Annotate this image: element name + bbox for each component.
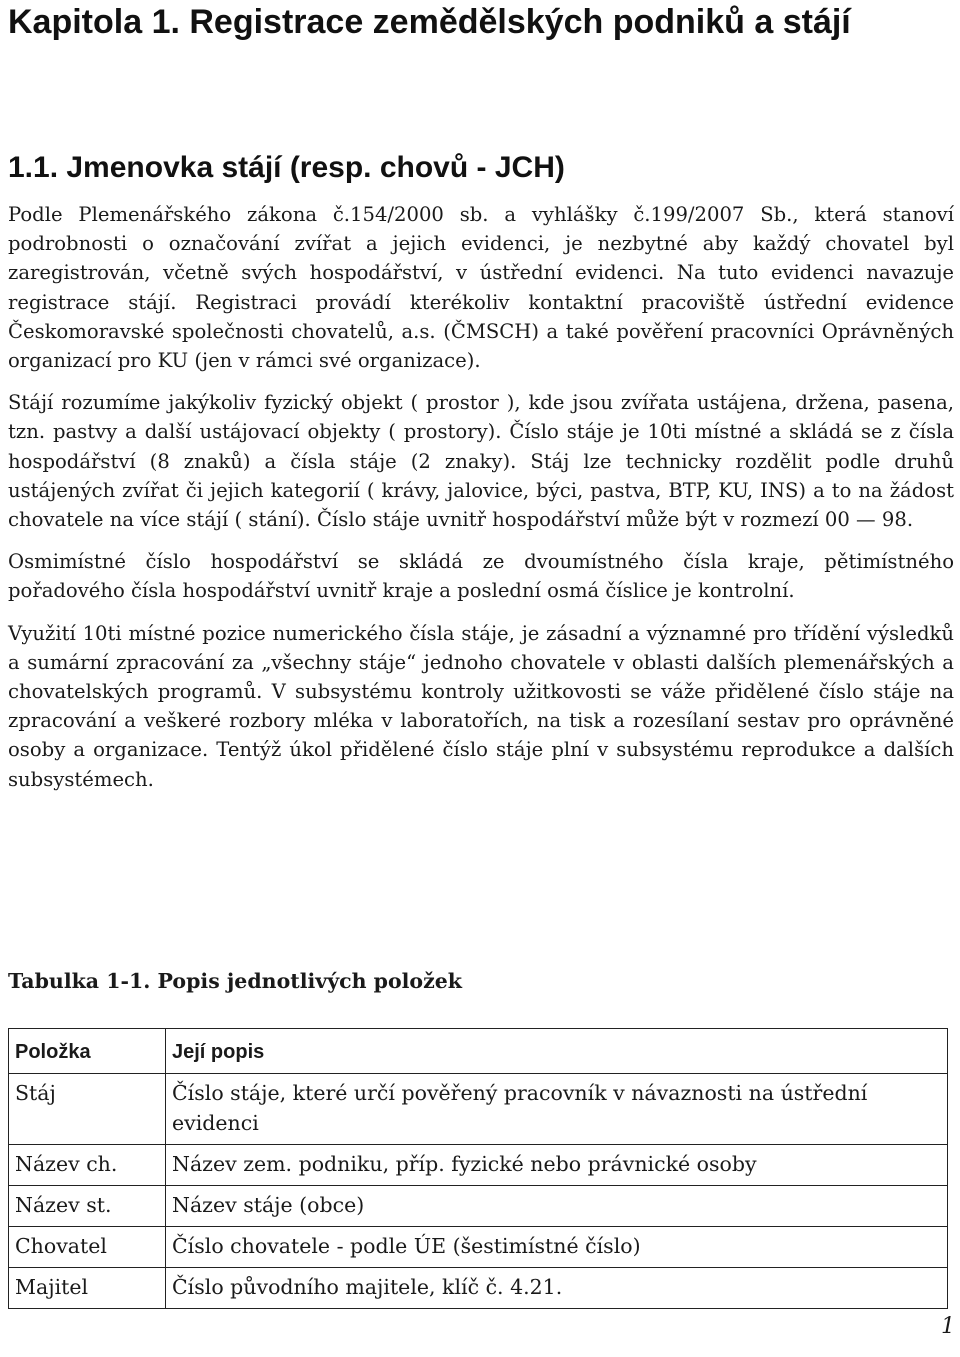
table-header-row [9, 1029, 948, 1074]
table-header-cell: Její popis [166, 1029, 948, 1074]
paragraph: Podle Plemenářského zákona č.154/2000 sb. a vyhlášky č.199/2007 Sb., která stanoví podrobnosti o označování zvířat a jejich evidenci, je nezbytné aby každý chovatel byl zaregistrován, včetně svých hospodářství, v ústřední evidenci. Na tuto evidenci navazuje registrace stájí. Registraci provádí kterékoliv kontaktní pracoviště ústřední evidence Českomoravské společnosti chovatelů, a.s. (ČMSCH) a také pověření pracovníci Oprávněných organizací pro KU (jen v rámci své organizace). [8, 203, 954, 373]
table-cell-item: Název st. [9, 1186, 166, 1227]
document-page [8, 0, 954, 1299]
table-cell-item: Majitel [9, 1268, 166, 1309]
paragraph: Využití 10ti místné pozice numerického čísla stáje, je zásadní a významné pro třídění výsledků a sumární zpracování za „všechny stáje“ jednoho chovatele v oblasti dalších plemenářských a chovatelských programů. V subsystému kontroly užitkovosti se váže přidělené číslo stáje na zpracování a veškeré rozbory mléka v laboratořích, na tisk a rozesílaní sestav pro oprávněné osoby a organizace. Tentýž úkol přidělené číslo stáje plní v subsystému reprodukce a dalších subsystémech. [8, 621, 954, 791]
table-row [9, 1268, 948, 1309]
table-cell-item: Název ch. [9, 1145, 166, 1186]
table-cell-description: Název stáje (obce) [166, 1186, 948, 1227]
table-cell-item: Stáj [9, 1074, 166, 1145]
paragraph: Osmimístné číslo hospodářství se skládá ze dvoumístného čísla kraje, pětimístného pořadového čísla hospodářství uvnitř kraje a poslední osmá číslice je kontrolní. [8, 550, 954, 603]
body-text [8, 200, 954, 807]
section-title: 1.1. Jmenovka stájí (resp. chovů - JCH) [8, 151, 565, 184]
paragraph: Stájí rozumíme jakýkoliv fyzický objekt ( prostor ), kde jsou zvířata ustájena, držena, pasena, tzn. pastvy a další ustájovací objekty ( prostory). Číslo stáje je 10ti místné a skládá se z čísla hospodářství (8 znaků) a čísla stáje (2 znaky). Stáj lze technicky rozdělit podle druhů ustájených zvířat či jejich kategorií ( krávy, jalovice, býci, pastva, BTP, KU, INS) a to na žádost chovatele na více stájí ( stání). Číslo stáje uvnitř hospodářství může být v rozmezí 00 — 98. [8, 391, 954, 532]
page-number: 1 [941, 1314, 955, 1339]
table-cell-description: Číslo stáje, které určí pověřený pracovník v návaznosti na ústřední evidenci [166, 1074, 948, 1145]
table-cell-description: Číslo chovatele - podle ÚE (šestimístné číslo) [166, 1227, 948, 1268]
items-table [8, 1028, 948, 1309]
table-row [9, 1186, 948, 1227]
table-cell-description: Název zem. podniku, příp. fyzické nebo právnické osoby [166, 1145, 948, 1186]
table-cell-item: Chovatel [9, 1227, 166, 1268]
table-header-cell: Položka [9, 1029, 166, 1074]
table-row [9, 1145, 948, 1186]
table-caption: Tabulka 1-1. Popis jednotlivých položek [8, 969, 462, 993]
table-row [9, 1227, 948, 1268]
chapter-title: Kapitola 1. Registrace zemědělských podniků a stájí [8, 3, 851, 41]
table-cell-description: Číslo původního majitele, klíč č. 4.21. [166, 1268, 948, 1309]
table-row [9, 1074, 948, 1145]
